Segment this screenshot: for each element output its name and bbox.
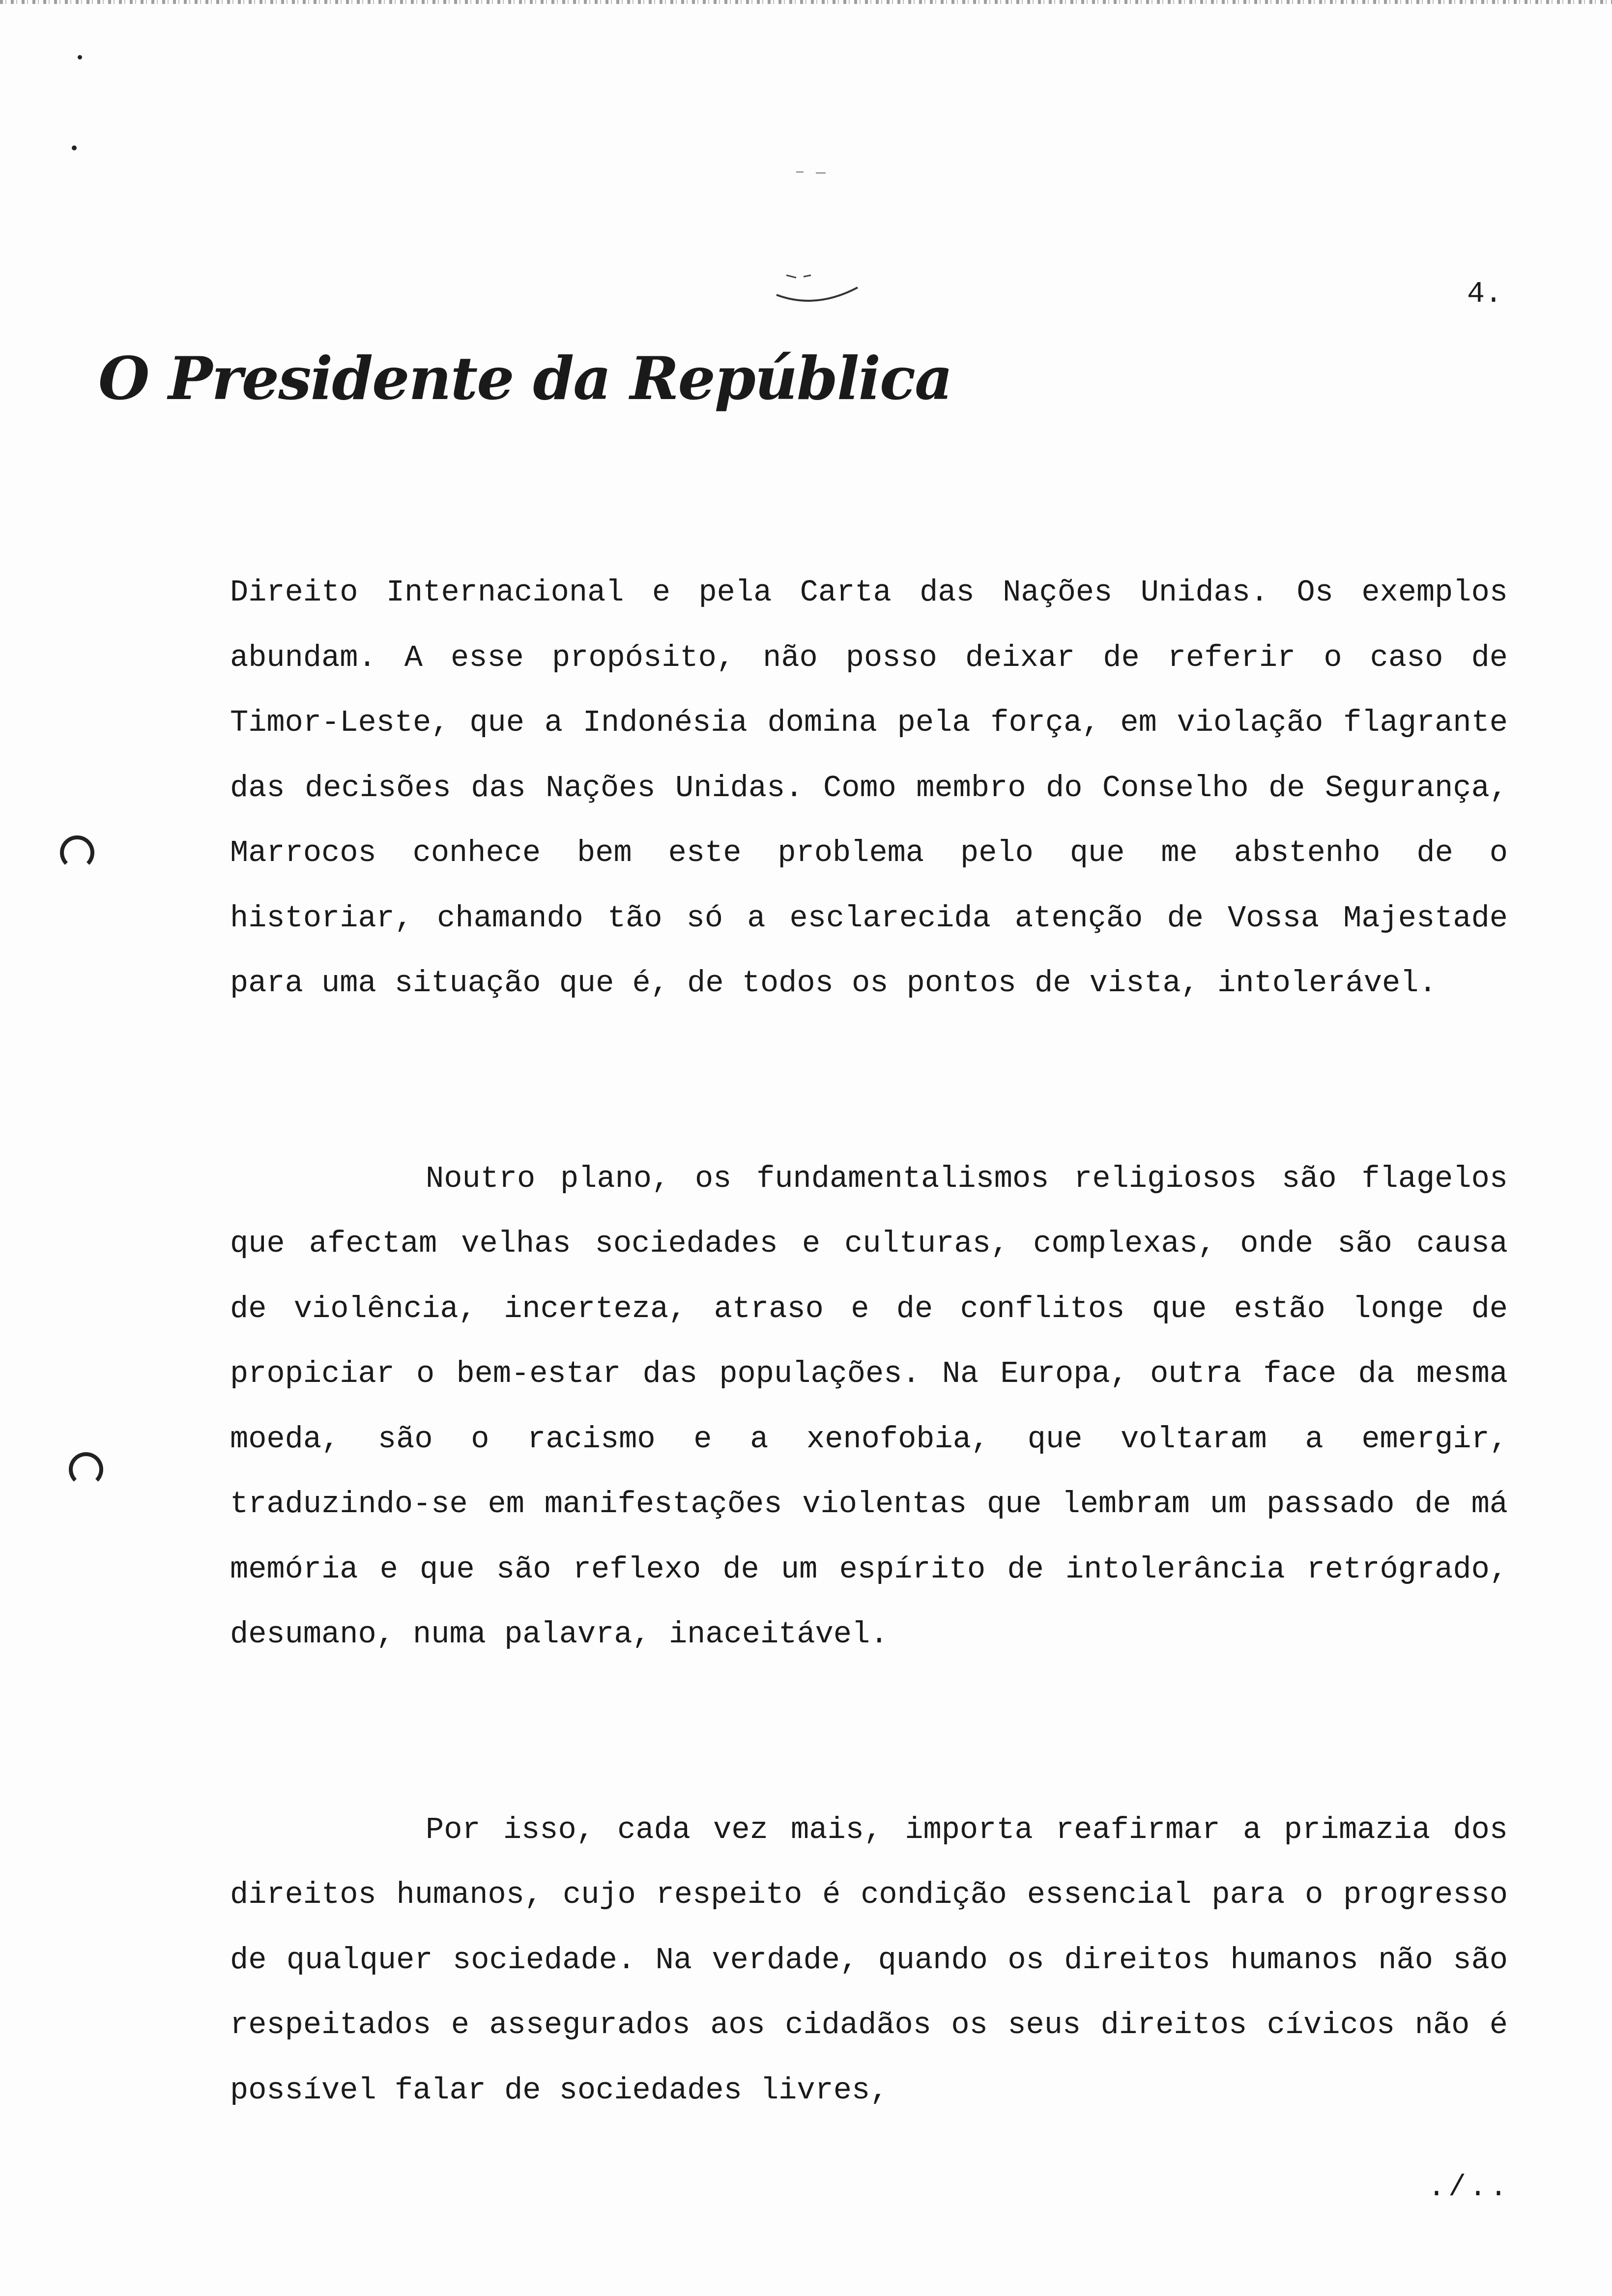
punch-hole: [69, 1452, 103, 1487]
paragraph: Noutro plano, os fundamentalismos religiosos são flagelos que afectam velhas sociedades e culturas, complexas, onde são causa de violência, incerteza, atraso e de conflitos que estão longe de propiciar o bem-estar das populações. Na Europa, outra face da mesma moeda, são o racismo e a xenofobia, que voltaram a emergir, traduzindo-se em manifestações violentas que lembram um passado de má memória e que são reflexo de um espírito de intolerância retrógrado, desumano, numa palavra, inaceitável.: [230, 1161, 1508, 1652]
continuation-mark: ./..: [1428, 2171, 1511, 2205]
letterhead-title: O Presidente da República: [98, 344, 952, 413]
faint-stamp-mark: [767, 162, 865, 319]
paragraph: Direito Internacional e pela Carta das Nações Unidas. Os exemplos abundam. A esse propósito, não posso deixar de referir o caso de Timor-Leste, que a Indonésia domina pela força, em violação flagrante das decisões das Nações Unidas. Como membro do Conselho de Segurança, Marrocos conhece bem este problema pelo que me abstenho de o historiar, chamando tão só a esclarecida atenção de Vossa Majestade para uma situação que é, de todos os pontos de vista, intolerável.: [230, 575, 1508, 1001]
scan-top-edge: [0, 0, 1612, 4]
scan-speck: [72, 145, 77, 150]
punch-hole: [60, 835, 94, 870]
letter-body: [230, 560, 1508, 2123]
paragraph: Por isso, cada vez mais, importa reafirmar a primazia dos direitos humanos, cujo respeito é condição essencial para o progresso de qualquer sociedade. Na verdade, quando os direitos humanos não são respeitados e assegurados aos cidadãos os seus direitos cívicos não é possível falar de sociedades livres,: [230, 1812, 1508, 2108]
page-number: 4.: [1467, 278, 1503, 311]
scan-speck: [78, 55, 82, 59]
